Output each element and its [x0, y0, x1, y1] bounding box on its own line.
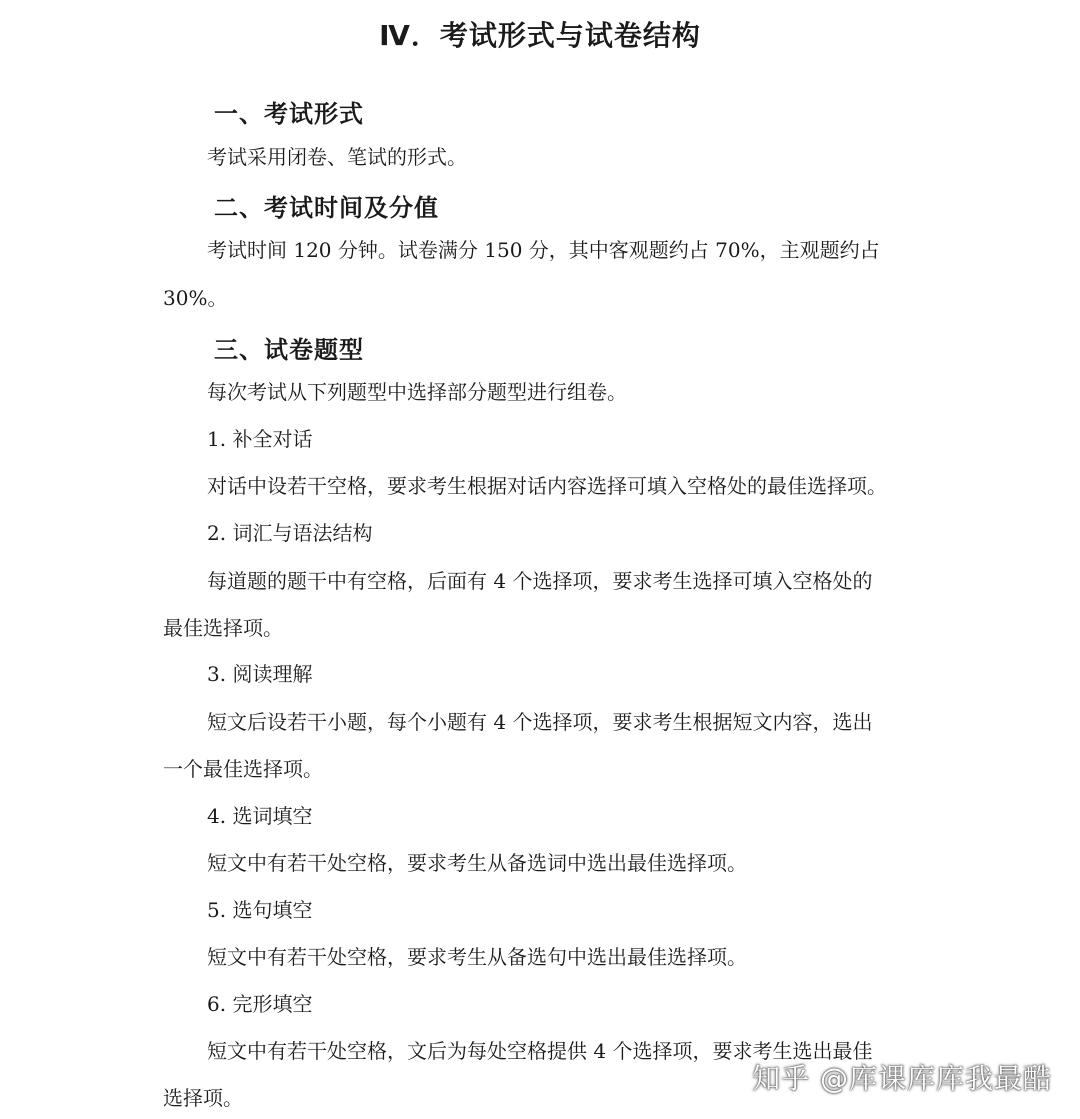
list-item-text: 选择项。 [163, 1086, 243, 1110]
paragraph-line: 30%。 [163, 286, 228, 310]
list-item-label: 2. 词汇与语法结构 [207, 521, 373, 545]
list-item-label: 1. 补全对话 [207, 427, 313, 451]
section-heading-exam-format: 一、考试形式 [214, 100, 364, 128]
paragraph-line: 考试时间 120 分钟。试卷满分 150 分，其中客观题约占 70%，主观题约占 [207, 238, 880, 262]
list-item-text: 最佳选择项。 [163, 616, 283, 640]
zhihu-watermark: 知乎 @库课库库我最酷 [752, 1062, 1052, 1095]
list-item-label: 3. 阅读理解 [207, 662, 313, 686]
section-heading-question-types: 三、试卷题型 [214, 336, 364, 364]
list-item-label: 6. 完形填空 [207, 992, 313, 1016]
list-item-text: 短文中有若干处空格，要求考生从备选句中选出最佳选择项。 [207, 945, 747, 969]
list-item-label: 5. 选句填空 [207, 898, 313, 922]
list-item-text: 对话中设若干空格，要求考生根据对话内容选择可填入空格处的最佳选择项。 [207, 474, 887, 498]
list-item-text: 短文中有若干处空格，文后为每处空格提供 4 个选择项，要求考生选出最佳 [207, 1039, 873, 1063]
list-item-text: 一个最佳选择项。 [163, 757, 323, 781]
list-item-text: 短文中有若干处空格，要求考生从备选词中选出最佳选择项。 [207, 851, 747, 875]
list-item-label: 4. 选词填空 [207, 804, 313, 828]
page-title: Ⅳ．考试形式与试卷结构 [379, 19, 701, 52]
paragraph: 每次考试从下列题型中选择部分题型进行组卷。 [207, 380, 627, 404]
paragraph: 考试采用闭卷、笔试的形式。 [207, 145, 467, 169]
section-heading-time-score: 二、考试时间及分值 [214, 194, 439, 222]
list-item-text: 每道题的题干中有空格，后面有 4 个选择项，要求考生选择可填入空格处的 [207, 569, 873, 593]
list-item-text: 短文后设若干小题，每个小题有 4 个选择项，要求考生根据短文内容，选出 [207, 710, 873, 734]
